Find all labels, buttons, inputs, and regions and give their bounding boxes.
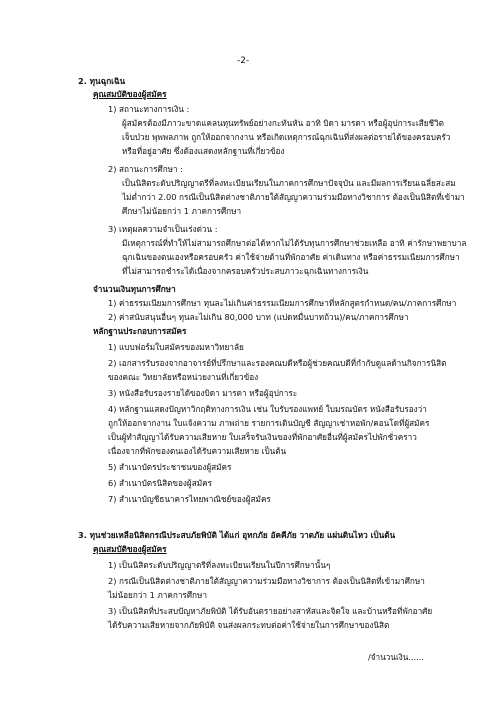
- evidence-item: เนื่องจากที่พักของตนเองได้รับความเสียหาย เป็นต้น: [108, 446, 287, 456]
- q1-line: เจ็บป่วย พุพพลภาพ ถูกให้ออกจากงาน หรือเกิดเหตุการณ์ฉุกเฉินที่ส่งผลต่อรายได้ของครอบครัว: [122, 132, 451, 142]
- section-2-heading: 2. ทุนฉุกเฉิน: [78, 76, 126, 86]
- q3-line: ฉุกเฉินของตนเองหรือครอบครัว ค่าใช้จ่ายด้านที่พักอาศัย ค่าเดินทาง หรือค่าธรรมเนียมการศึกษา: [122, 252, 460, 262]
- section-3-qualifications-heading: คุณสมบัติของผู้สมัคร: [93, 544, 167, 554]
- evidence-item: ของคณะ วิทยาลัยหรือหน่วยงานที่เกี่ยวข้อง: [108, 372, 259, 382]
- evidence-item: เป็นผู้ทำสัญญาได้รับความเสียหาย ใบเสร็จรับเงินของที่พักอาศัยอื่นที่ผู้สมัครไปพักชั่วคราว: [108, 432, 417, 442]
- q1-line: หรือที่อยู่อาศัย ซึ่งต้องแสดงหลักฐานที่เกี่ยวข้อง: [122, 146, 285, 156]
- section-3-item: ไม่น้อยกว่า 1 ภาคการศึกษา: [108, 590, 207, 600]
- amount-item: 1) ค่าธรรมเนียมการศึกษา ทุนละไม่เกินค่าธรรมเนียมการศึกษาที่หลักสูตรกำหนด/คน/ภาคการศึกษา: [108, 298, 457, 308]
- evidence-heading: หลักฐานประกอบการสมัคร: [93, 326, 187, 336]
- evidence-item: 3) หนังสือรับรองรายได้ของบิดา มารดา หรือผู้อุปการะ: [108, 388, 298, 398]
- q3-title: 3) เหตุผลความจำเป็นเร่งด่วน :: [108, 224, 218, 234]
- continuation-note: /จำนวนเงิน......: [368, 652, 424, 662]
- q2-line: ไม่ต่ำกว่า 2.00 กรณีเป็นนิสิตต่างชาติภายใต้สัญญาความร่วมมือทางวิชาการ ต้องเป็นนิสิตที่เข้ามา: [122, 192, 465, 202]
- section-3-item: 1) เป็นนิสิตระดับปริญญาตรีที่ลงทะเบียนเรียนในปีการศึกษานั้นๆ: [108, 560, 331, 570]
- q3-line: มีเหตุการณ์ที่ทำให้ไม่สามารถศึกษาต่อได้หากไม่ได้รับทุนการศึกษาช่วยเหลือ อาทิ ค่ารักษาพยาบาล: [122, 238, 467, 248]
- q3-line: ที่ไม่สามารถชำระได้เนื่องจากครอบครัวประสบภาวะฉุกเฉินทางการเงิน: [122, 266, 369, 276]
- section-2-qualifications-heading: คุณสมบัติของผู้สมัคร: [93, 89, 167, 99]
- amount-heading: จำนวนเงินทุนการศึกษา: [93, 284, 176, 294]
- evidence-item: 2) เอกสารรับรองจากอาจารย์ที่ปรึกษาและรองคณบดีหรือผู้ช่วยคณบดีที่กำกับดูแลด้านกิจการนิสิต: [108, 358, 447, 368]
- q2-line: ศึกษาไม่น้อยกว่า 1 ภาคการศึกษา: [122, 206, 242, 216]
- q2-line: เป็นนิสิตระดับปริญญาตรีที่ลงทะเบียนเรียนในภาคการศึกษาปัจจุบัน และมีผลการเรียนเฉลี่ยสะสม: [122, 178, 456, 188]
- evidence-item: ถูกให้ออกจากงาน ใบแจ้งความ ภาพถ่าย รายการเดินบัญชี สัญญาเช่าหอพัก/คอนโดที่ผู้สมัคร: [108, 418, 430, 428]
- evidence-item: 1) แบบฟอร์มใบสมัครของมหาวิทยาลัย: [108, 342, 244, 352]
- section-3-item: ได้รับความเสียหายจากภัยพิบัติ จนส่งผลกระทบต่อค่าใช้จ่ายในการศึกษาของนิสิต: [108, 620, 390, 630]
- page-number: -2-: [237, 56, 250, 66]
- section-3-heading: 3. ทุนช่วยเหลือนิสิตกรณีประสบภัยพิบัติ ได้แก่ อุทกภัย อัคคีภัย วาตภัย แผ่นดินไหว เป็นต้น: [78, 530, 396, 540]
- q2-title: 2) สถานะการศึกษา :: [108, 164, 184, 174]
- q1-line: ผู้สมัครต้องมีภาวะขาดแคลนทุนทรัพย์อย่างกะทันหัน อาทิ บิดา มารดา หรือผู้อุปการะเสียชีวิต: [122, 118, 444, 128]
- evidence-item: 6) สำเนาบัตรนิสิตของผู้สมัคร: [108, 478, 212, 488]
- section-3-item: 3) เป็นนิสิตที่ประสบปัญหาภัยพิบัติ ได้รับอันตรายอย่างสาหัสและจิตใจ และบ้านหรือที่พักอาศัย: [108, 606, 433, 616]
- section-3-item: 2) กรณีเป็นนิสิตต่างชาติภายใต้สัญญาความร่วมมือทางวิชาการ ต้องเป็นนิสิตที่เข้ามาศึกษา: [108, 576, 425, 586]
- q1-title: 1) สถานะทางการเงิน :: [108, 104, 190, 114]
- amount-item: 2) ค่าสนับสนุนอื่นๆ ทุนละไม่เกิน 80,000 บาท (แปดหมื่นบาทถ้วน)/คน/ภาคการศึกษา: [108, 312, 409, 322]
- evidence-item: 7) สำเนาบัญชีธนาคารไทยพาณิชย์ของผู้สมัคร: [108, 494, 271, 504]
- evidence-item: 5) สำเนาบัตรประชาชนของผู้สมัคร: [108, 462, 232, 472]
- evidence-item: 4) หลักฐานแสดงปัญหาวิกฤติทางการเงิน เช่น ใบรับรองแพทย์ ใบมรณบัตร หนังสือรับรองว่า: [108, 404, 427, 414]
